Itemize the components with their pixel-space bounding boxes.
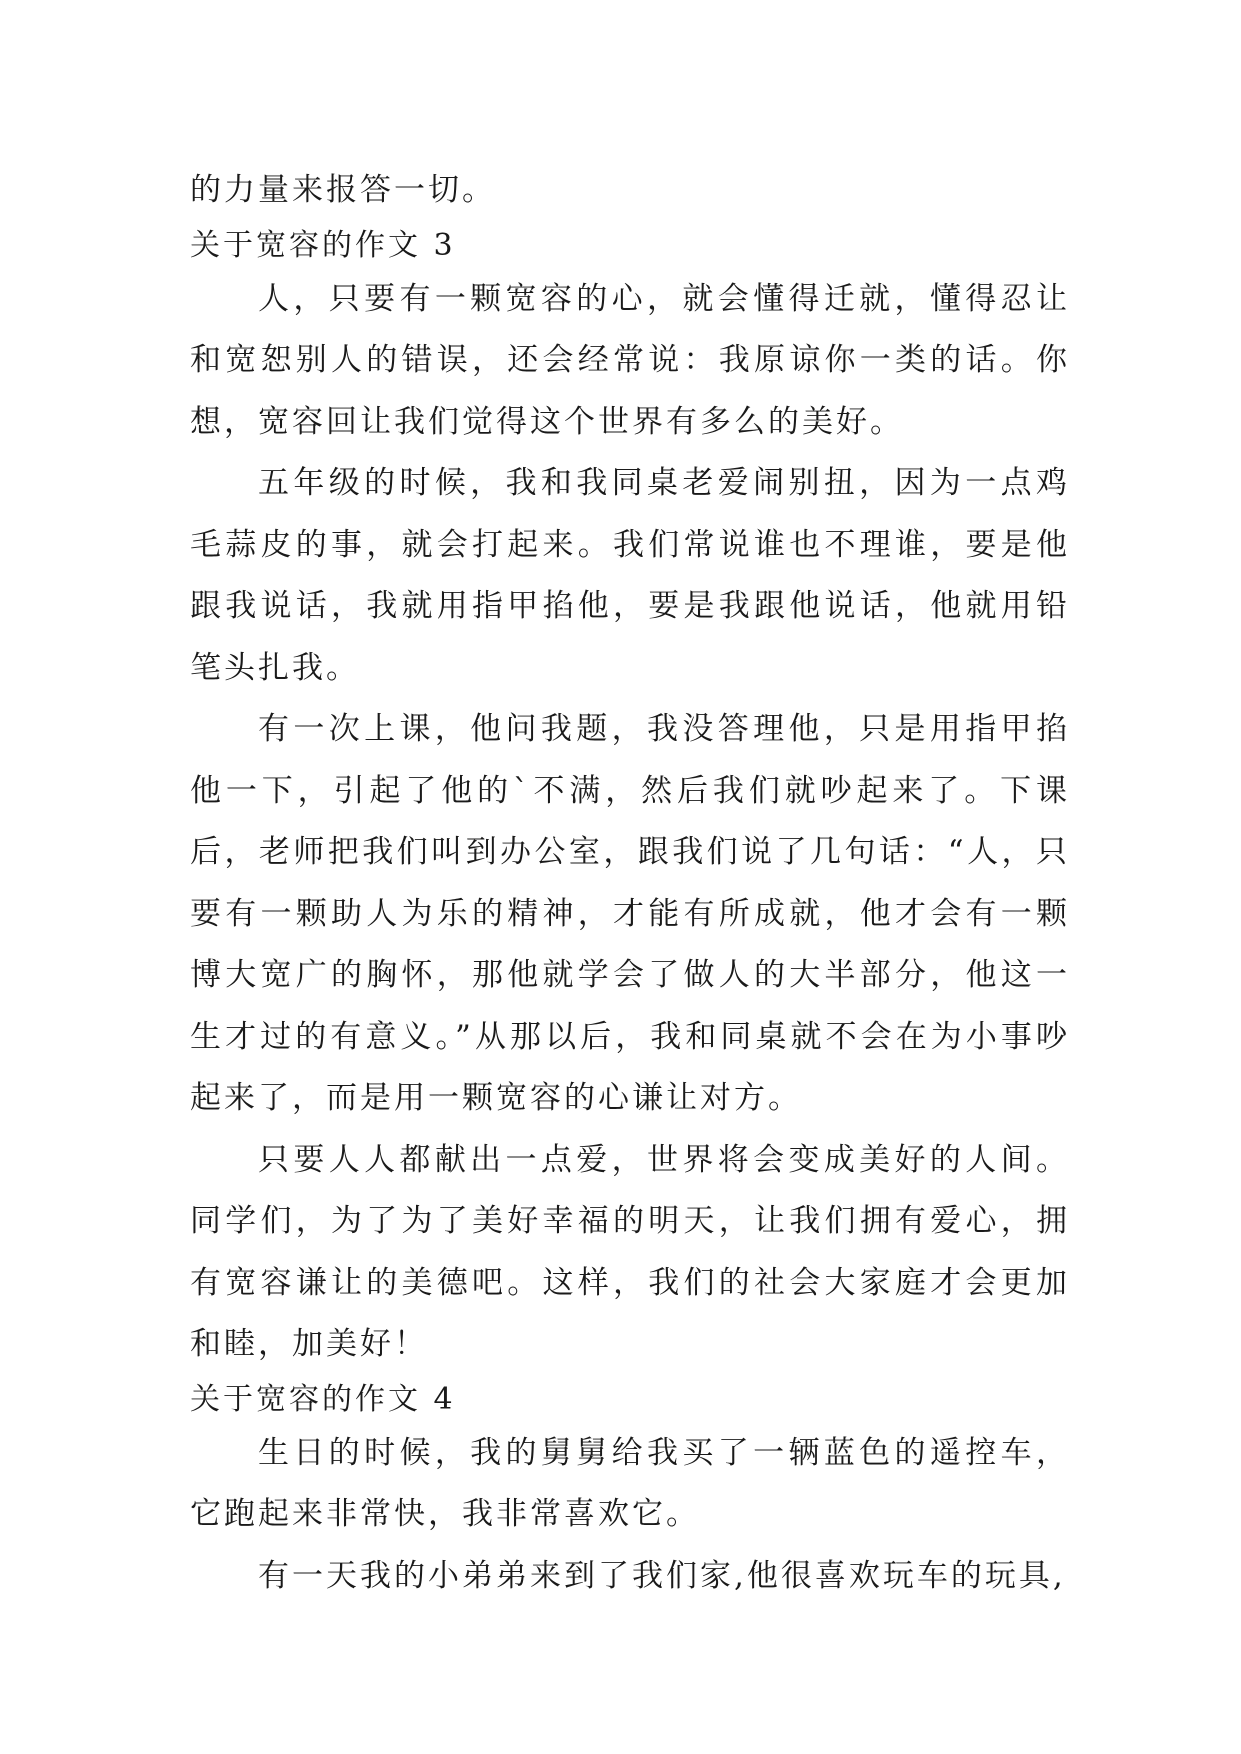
section-4-paragraph-2: 有一天我的小弟弟来到了我们家,他很喜欢玩车的玩具, xyxy=(258,1557,1066,1594)
opening-line: 的力量来报答一切。 xyxy=(190,172,496,208)
section-3-paragraph-3: 有一次上课，他问我题，我没答理他，只是用指甲掐他一下，引起了他的`不满，然后我们就吵起来了。下课后，老师把我们叫到办公室，跟我们说了几句话：“人，只要有一颗助人为乐的精神，才能有所成就，他才会有一颗博大宽广的胸怀，那他就学会了做人的大半部分，他这一生才过的有意义。”从那以后，我和同桌就不会在为小事吵起来了，而是用一颗宽容的心谦让对方。 xyxy=(190,711,1070,1116)
section-4-paragraph-1: 生日的时候，我的舅舅给我买了一辆蓝色的遥控车，它跑起来非常快，我非常喜欢它。 xyxy=(190,1434,1070,1532)
section-3-paragraph-2: 五年级的时候，我和我同桌老爱闹别扭，因为一点鸡毛蒜皮的事，就会打起来。我们常说谁也不理谁，要是他跟我说话，我就用指甲掐他，要是我跟他说话，他就用铅笔头扎我。 xyxy=(190,465,1070,686)
section-3-title: 关于宽容的作文 3 xyxy=(190,227,456,263)
section-4-title: 关于宽容的作文 4 xyxy=(190,1381,456,1417)
document-body xyxy=(190,160,1070,1607)
section-3-paragraph-1: 人，只要有一颗宽容的心，就会懂得迁就，懂得忍让和宽恕别人的错误，还会经常说：我原谅你一类的话。你想，宽容回让我们觉得这个世界有多么的美好。 xyxy=(190,280,1070,440)
section-3-paragraph-4: 只要人人都献出一点爱，世界将会变成美好的人间。同学们，为了为了美好幸福的明天，让我们拥有爱心，拥有宽容谦让的美德吧。这样，我们的社会大家庭才会更加和睦，加美好！ xyxy=(190,1141,1070,1362)
